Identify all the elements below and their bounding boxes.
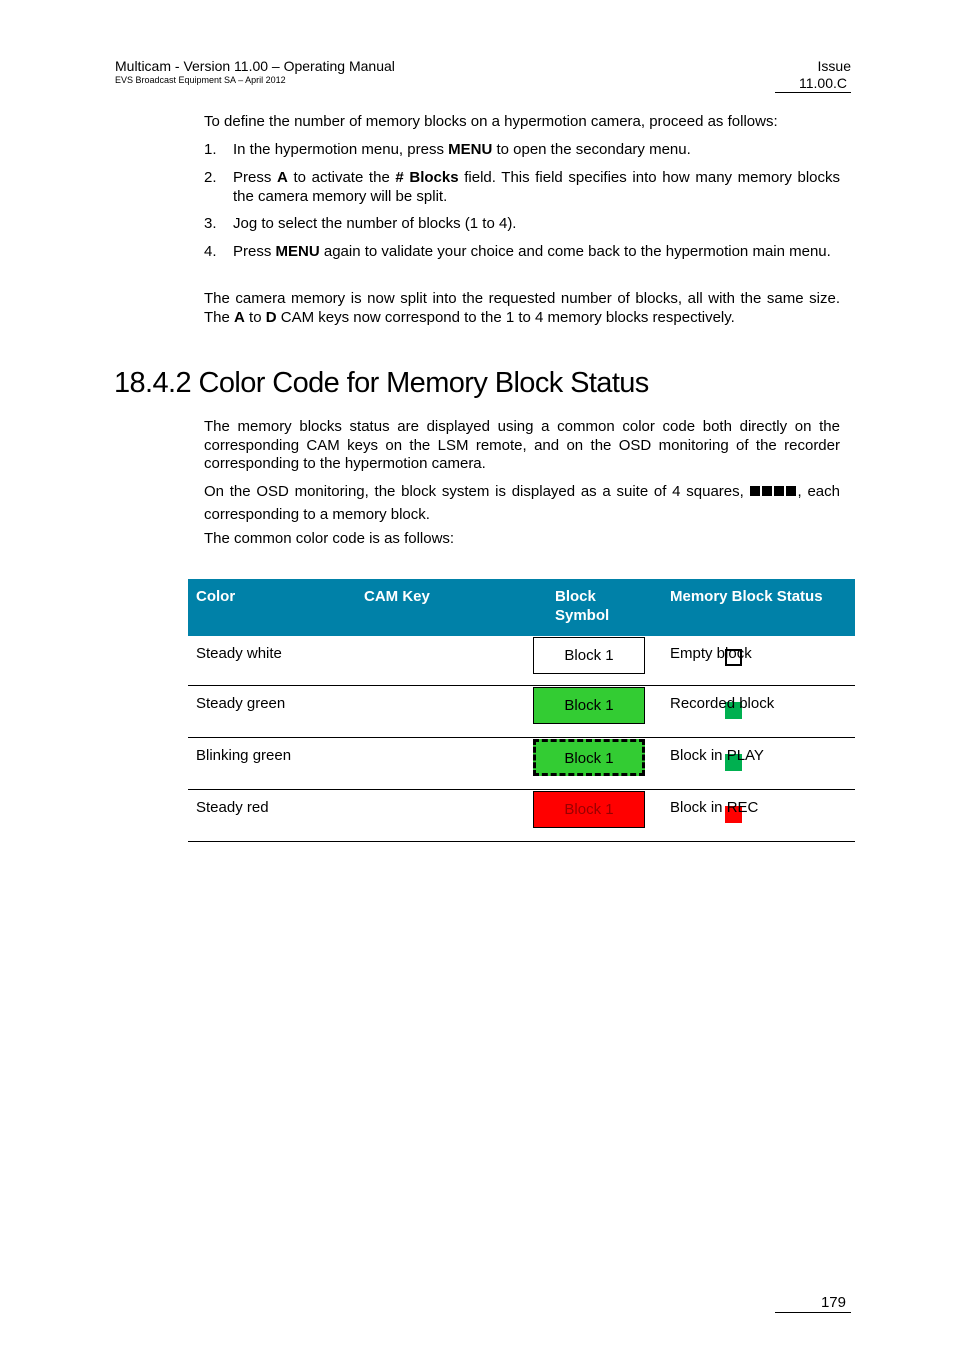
cam-key-cell bbox=[356, 737, 662, 789]
table-row bbox=[188, 636, 855, 685]
color-name: Blinking green bbox=[196, 746, 292, 764]
summary-paragraph: The camera memory is now split into the requested number of blocks, all with the same size. The A to D CAM keys now correspond to the 1 to 4 memory blocks respectively. bbox=[204, 290, 840, 326]
cam-key-button: Block 1 bbox=[533, 791, 645, 828]
color-code-table bbox=[188, 579, 855, 842]
issue-value: 11.00.C bbox=[775, 75, 851, 93]
table-row bbox=[188, 737, 855, 789]
osd-paragraph: On the OSD monitoring, the block system is displayed as a suite of 4 squares, , each corresponding to a memory block. bbox=[204, 483, 840, 523]
column-header-status: Memory Block Status bbox=[662, 579, 855, 636]
step-item bbox=[204, 215, 840, 234]
color-name: Steady red bbox=[196, 798, 269, 816]
cam-key-cell bbox=[356, 685, 662, 737]
cam-key-button: Block 1 bbox=[533, 739, 645, 776]
color-name: Steady white bbox=[196, 645, 282, 662]
step-item bbox=[204, 169, 840, 206]
step-item bbox=[204, 243, 840, 262]
step-text: Jog to select the number of blocks (1 to 4). bbox=[233, 215, 517, 232]
cam-key-cell bbox=[356, 789, 662, 841]
status-text: Recorded block bbox=[670, 694, 775, 712]
step-number: 1. bbox=[204, 141, 217, 158]
status-text: Empty block bbox=[670, 645, 752, 662]
page-header-left bbox=[115, 58, 395, 86]
page-number: 179 bbox=[775, 1294, 851, 1313]
color-cell bbox=[188, 789, 356, 841]
section-heading: 18.4.2 Color Code for Memory Block Status bbox=[114, 367, 649, 399]
table-row bbox=[188, 789, 855, 841]
step-text: Press MENU again to validate your choice and come back to the hypermotion main menu. bbox=[233, 243, 831, 260]
color-name: Steady green bbox=[196, 694, 286, 712]
column-header-cam-key: CAM Key bbox=[356, 579, 547, 636]
table-header-row bbox=[188, 579, 855, 636]
issue-label: Issue bbox=[817, 58, 851, 74]
page-header-right bbox=[775, 58, 851, 93]
cam-key-button: Block 1 bbox=[533, 687, 645, 724]
step-number: 4. bbox=[204, 243, 217, 260]
step-number: 3. bbox=[204, 215, 217, 232]
step-item bbox=[204, 141, 840, 160]
manual-title: Multicam - Version 11.00 – Operating Manual bbox=[115, 58, 395, 74]
status-cell bbox=[662, 685, 855, 737]
color-cell bbox=[188, 636, 356, 685]
status-cell bbox=[662, 737, 855, 789]
status-cell bbox=[662, 636, 855, 685]
color-cell bbox=[188, 685, 356, 737]
table-row bbox=[188, 685, 855, 737]
section-paragraph: The memory blocks status are displayed using a common color code both directly on the corresponding CAM keys on the LSM remote, and on the OSD monitoring of the recorder corresponding to the hypermotion camera. bbox=[204, 418, 840, 472]
status-text: Block in PLAY bbox=[670, 746, 764, 764]
step-text: In the hypermotion menu, press MENU to open the secondary menu. bbox=[233, 141, 691, 158]
step-text: Press A to activate the # Blocks field. This field specifies into how many memory blocks the camera memory will be split. bbox=[233, 169, 840, 205]
cam-key-button: Block 1 bbox=[533, 637, 645, 674]
status-text: Block in REC bbox=[670, 798, 759, 816]
status-cell bbox=[662, 789, 855, 841]
column-header-color: Color bbox=[188, 579, 356, 636]
intro-paragraph: To define the number of memory blocks on a hypermotion camera, proceed as follows: bbox=[204, 113, 778, 130]
cam-key-cell bbox=[356, 636, 662, 685]
step-number: 2. bbox=[204, 169, 217, 186]
column-header-block-symbol: Block Symbol bbox=[547, 579, 662, 636]
color-cell bbox=[188, 737, 356, 789]
color-code-intro: The common color code is as follows: bbox=[204, 530, 455, 547]
manual-subtitle: EVS Broadcast Equipment SA – April 2012 bbox=[115, 75, 286, 85]
